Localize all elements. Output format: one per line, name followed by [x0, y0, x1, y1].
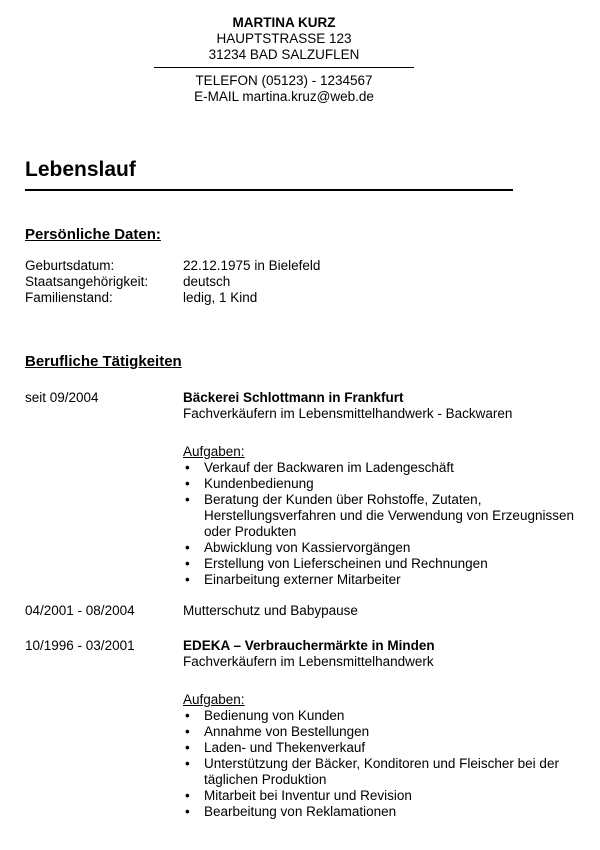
bullet-icon: • [185, 572, 190, 587]
marital-status-value: ledig, 1 Kind [183, 290, 258, 305]
task-item: • Verkauf der Backwaren im Ladengeschäft [185, 460, 454, 475]
tasks-label: Aufgaben: [183, 692, 245, 707]
bullet-icon: • [185, 724, 190, 739]
career-period: 04/2001 - 08/2004 [25, 603, 135, 618]
task-item: • Mitarbeit bei Inventur und Revision [185, 788, 412, 803]
header-divider [154, 67, 414, 68]
task-item: • Unterstützung der Bäcker, Konditoren und Fleischer bei der täglichen Produktion [185, 756, 559, 787]
task-item: • Erstellung von Lieferscheinen und Rechnungen [185, 556, 488, 571]
career-details [183, 638, 583, 820]
tasks-label: Aufgaben: [183, 444, 245, 459]
employer-name: EDEKA – Verbrauchermärkte in Minden [183, 638, 435, 653]
bullet-icon: • [185, 556, 190, 571]
bullet-icon: • [185, 756, 190, 771]
bullet-icon: • [185, 740, 190, 755]
job-position: Fachverkäufern im Lebensmittelhandwerk [183, 654, 434, 669]
task-list [183, 460, 583, 588]
task-item: • Beratung der Kunden über Rohstoffe, Zutaten, Herstellungsverfahren und die Verwendung von Erzeugnissen oder Produkten [185, 492, 574, 539]
task-item: • Annahme von Bestellungen [185, 724, 370, 739]
bullet-icon: • [185, 708, 190, 723]
email-address: E-MAIL martina.kruz@web.de [194, 89, 374, 104]
career-period: 10/1996 - 03/2001 [25, 638, 135, 653]
birthdate-label: Geburtsdatum: [25, 258, 115, 273]
task-item: • Bearbeitung von Reklamationen [185, 804, 397, 819]
task-item: • Kundenbedienung [185, 476, 314, 491]
marital-status-label: Familienstand: [25, 290, 113, 305]
employer-name: Bäckerei Schlottmann in Frankfurt [183, 390, 404, 405]
job-position: Fachverkäufern im Lebensmittelhandwerk - Backwaren [183, 406, 513, 421]
bullet-icon: • [185, 460, 190, 475]
document-title: Lebenslauf [25, 158, 136, 181]
bullet-icon: • [185, 788, 190, 803]
task-item: • Bedienung von Kunden [185, 708, 345, 723]
letterhead [154, 15, 414, 105]
career-details [183, 390, 583, 588]
task-list [183, 708, 583, 820]
task-item: • Einarbeitung externer Mitarbeiter [185, 572, 401, 587]
task-item: • Laden- und Thekenverkauf [185, 740, 366, 755]
task-item: • Abwicklung von Kassiervorgängen [185, 540, 411, 555]
section-heading-personal: Persönliche Daten: [25, 226, 161, 243]
career-period: seit 09/2004 [25, 390, 99, 405]
bullet-icon: • [185, 492, 190, 507]
applicant-name: MARTINA KURZ [232, 15, 336, 30]
street-address: HAUPTSTRASSE 123 [216, 31, 352, 46]
title-divider [25, 189, 513, 191]
section-heading-career: Berufliche Tätigkeiten [25, 353, 182, 370]
nationality-value: deutsch [183, 274, 231, 289]
nationality-label: Staatsangehörigkeit: [25, 274, 149, 289]
city-address: 31234 BAD SALZUFLEN [208, 47, 360, 62]
birthdate-value: 22.12.1975 in Bielefeld [183, 258, 321, 273]
bullet-icon: • [185, 804, 190, 819]
bullet-icon: • [185, 476, 190, 491]
bullet-icon: • [185, 540, 190, 555]
phone-number: TELEFON (05123) - 1234567 [195, 73, 373, 88]
career-description: Mutterschutz und Babypause [183, 603, 358, 618]
